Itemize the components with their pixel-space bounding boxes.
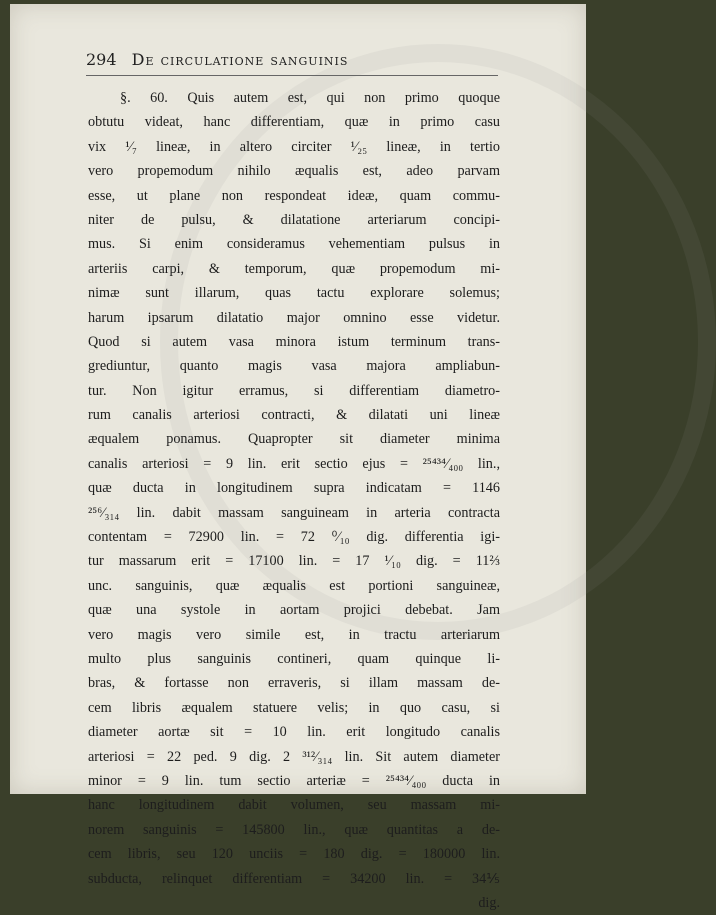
- text-line: subducta, relinquet differentiam = 34200 lin. = 34⅕: [88, 870, 500, 887]
- text-line: grediuntur, quanto magis vasa majora ampliabun-: [88, 358, 500, 375]
- text-line: tur massarum erit = 17100 lin. = 17 ¹⁄₁₀ dig. = 11⅔: [88, 553, 500, 570]
- text-line: ²⁵⁶⁄₃₁₄ lin. dabit massam sanguineam in arteria contracta: [88, 504, 500, 521]
- text-line: quæ una systole in aortam projici debebat. Jam: [88, 602, 500, 619]
- text-line: Quod si autem vasa minora istum terminum trans-: [88, 333, 500, 350]
- running-header: [86, 50, 348, 69]
- text-line: unc. sanguinis, quæ æqualis est portioni sanguineæ,: [88, 577, 500, 594]
- text-line: tur. Non igitur erramus, si differentiam diametro-: [88, 382, 500, 399]
- text-line: arteriis carpi, & temporum, quæ propemodum mi-: [88, 260, 500, 277]
- text-line: cem libris, seu 120 unciis = 180 dig. = 180000 lin.: [88, 846, 500, 863]
- text-line: §. 60. Quis autem est, qui non primo quoque: [120, 90, 500, 106]
- text-line: vero propemodum nihilo æqualis est, adeo parvam: [88, 163, 500, 180]
- text-line: diameter aortæ sit = 10 lin. erit longitudo canalis: [88, 724, 500, 741]
- text-line: contentam = 72900 lin. = 72 ⁰⁄₁₀ dig. differentia igi-: [88, 529, 500, 546]
- text-line: arteriosi = 22 ped. 9 dig. 2 ³¹²⁄₃₁₄ lin. Sit autem diameter: [88, 748, 500, 765]
- text-line: mus. Si enim consideramus vehementiam pulsus in: [88, 236, 500, 253]
- header-rule: [86, 75, 498, 76]
- text-line: vix ¹⁄₇ lineæ, in altero circiter ¹⁄₂₅ lineæ, in tertio: [88, 138, 500, 155]
- text-line: multo plus sanguinis contineri, quam quinque li-: [88, 650, 500, 667]
- text-line: niter de pulsu, & dilatatione arteriarum concipi-: [88, 211, 500, 228]
- book-page: [10, 4, 586, 911]
- text-line: hanc longitudinem dabit volumen, seu massam mi-: [88, 797, 500, 814]
- text-line: obtutu videat, hanc differentiam, quæ in primo casu: [88, 114, 500, 131]
- text-line: esse, ut plane non respondeat ideæ, quam commu-: [88, 187, 500, 204]
- page-number: 294: [86, 50, 117, 69]
- text-line: bras, & fortasse non erraveris, si illam massam de-: [88, 675, 500, 692]
- text-line: canalis arteriosi = 9 lin. erit sectio ejus = ²⁵⁴³⁴⁄₄₀₀ lin.,: [88, 455, 500, 472]
- text-line: quæ ducta in longitudinem supra indicatam = 1146: [88, 480, 500, 497]
- text-line: minor = 9 lin. tum sectio arteriæ = ²⁵⁴³⁴⁄₄₀₀ ducta in: [88, 772, 500, 789]
- body-text: [88, 86, 500, 915]
- running-title: De circulatione sanguinis: [131, 50, 349, 69]
- text-line: harum ipsarum dilatatio major omnino esse videtur.: [88, 309, 500, 326]
- text-line: cem libris æqualem statuere velis; in quo casu, si: [88, 699, 500, 716]
- text-line: norem sanguinis = 145800 lin., quæ quantitas a de-: [88, 821, 500, 838]
- text-line: vero magis vero simile est, in tractu arteriarum: [88, 626, 500, 643]
- text-line: nimæ sunt illarum, quas tactu explorare solemus;: [88, 285, 500, 302]
- text-line: dig.: [478, 894, 500, 911]
- text-line: æqualem ponamus. Quapropter sit diameter minima: [88, 431, 500, 448]
- text-line: rum canalis arteriosi contracti, & dilatati uni lineæ: [88, 407, 500, 424]
